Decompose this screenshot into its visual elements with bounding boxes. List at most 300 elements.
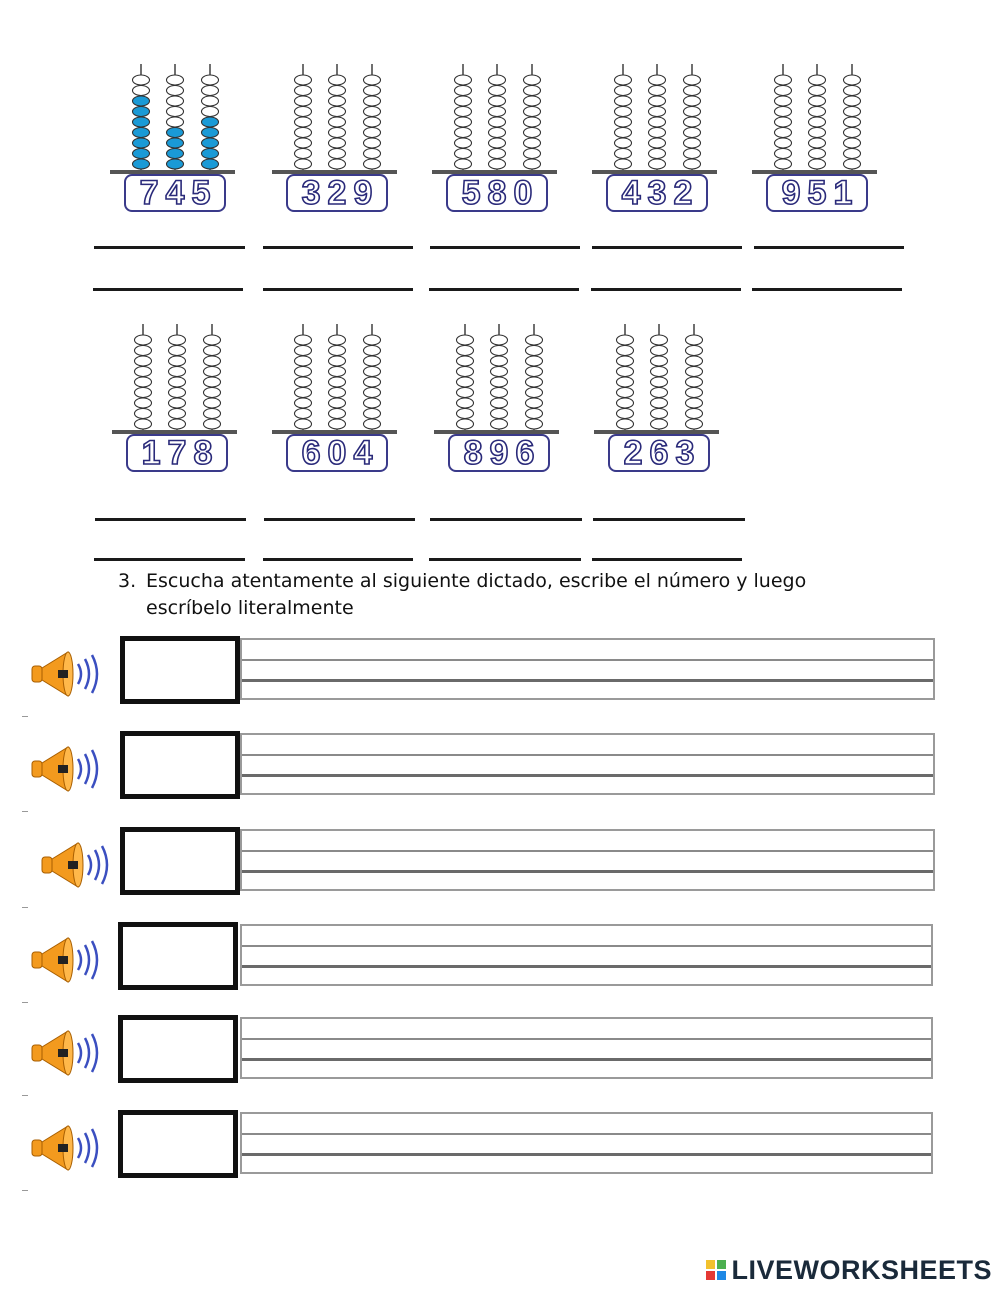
abacus-bead	[295, 86, 312, 96]
abacus-bead	[684, 159, 701, 169]
speaker-icon[interactable]	[28, 1118, 112, 1178]
abacus-bead	[133, 86, 150, 96]
liveworksheets-logo	[706, 1255, 992, 1286]
abacus-bead	[617, 335, 634, 345]
abacus-bead-counted	[167, 149, 184, 159]
abacus-bead	[135, 367, 152, 377]
answer-line[interactable]	[263, 558, 413, 561]
abacus-bead	[844, 149, 861, 159]
abacus-bead	[295, 107, 312, 117]
abacus-bead	[651, 367, 668, 377]
abacus-bead	[169, 367, 186, 377]
abacus-bead	[364, 107, 381, 117]
answer-line[interactable]	[94, 558, 245, 561]
answer-line[interactable]	[264, 518, 415, 521]
abacus-bead	[329, 96, 346, 106]
abacus-bead	[295, 346, 312, 356]
abacus-bead	[364, 117, 381, 127]
abacus-bead-counted	[133, 128, 150, 138]
abacus-bead	[617, 409, 634, 419]
abacus-card	[272, 62, 402, 222]
abacus-bead	[651, 409, 668, 419]
abacus-bead	[686, 346, 703, 356]
abacus-bead	[844, 117, 861, 127]
abacus-bead-counted	[202, 159, 219, 169]
dictation-row	[0, 636, 940, 706]
abacus-bead	[809, 107, 826, 117]
abacus-card	[272, 322, 402, 482]
abacus-bead-counted	[133, 117, 150, 127]
abacus-bead	[364, 86, 381, 96]
logo-mark-icon	[706, 1260, 728, 1282]
abacus-bead	[455, 107, 472, 117]
abacus-bead	[489, 107, 506, 117]
writing-guide-line	[242, 679, 933, 682]
abacus-bead	[775, 128, 792, 138]
abacus-bead	[135, 419, 152, 429]
abacus-bead	[329, 377, 346, 387]
writing-guide-line	[242, 870, 933, 873]
abacus-bead	[617, 419, 634, 429]
abacus-bead	[329, 419, 346, 429]
abacus-bead	[651, 377, 668, 387]
abacus-bead	[364, 346, 381, 356]
abacus-bead	[329, 149, 346, 159]
number-digit: 4	[621, 174, 641, 212]
number-answer-box[interactable]	[118, 1110, 238, 1178]
number-label	[608, 434, 710, 472]
abacus-bead	[809, 96, 826, 106]
abacus-bead	[135, 377, 152, 387]
abacus-bead	[457, 409, 474, 419]
number-label	[126, 434, 228, 472]
abacus-bead-counted	[133, 107, 150, 117]
abacus-bead	[202, 86, 219, 96]
abacus-graphic	[110, 62, 240, 174]
number-digit: 2	[673, 174, 693, 212]
speaker-icon[interactable]	[28, 644, 112, 704]
answer-line[interactable]	[592, 558, 742, 561]
abacus-bead	[491, 335, 508, 345]
abacus-bead	[489, 117, 506, 127]
abacus-bead	[524, 107, 541, 117]
writing-guide-line	[242, 850, 933, 852]
number-digit: 2	[623, 434, 643, 472]
abacus-bead	[364, 149, 381, 159]
answer-line[interactable]	[593, 518, 745, 521]
abacus-bead	[489, 128, 506, 138]
abacus-bead	[686, 398, 703, 408]
number-label	[606, 174, 708, 212]
margin-mark	[22, 1190, 28, 1191]
abacus-bead-counted	[133, 138, 150, 148]
abacus-bead	[491, 346, 508, 356]
abacus-bead	[775, 138, 792, 148]
abacus-bead	[649, 96, 666, 106]
abacus-bead	[457, 367, 474, 377]
abacus-bead	[169, 346, 186, 356]
abacus-bead	[686, 419, 703, 429]
abacus-graphic	[112, 322, 242, 434]
abacus-bead	[329, 356, 346, 366]
abacus-bead	[651, 335, 668, 345]
written-answer-field[interactable]	[240, 733, 935, 795]
abacus-bead-counted	[133, 149, 150, 159]
number-digit: 6	[649, 434, 669, 472]
abacus-bead	[615, 107, 632, 117]
writing-guide-line	[242, 659, 933, 661]
answer-line[interactable]	[752, 288, 902, 291]
number-digit: 8	[487, 174, 507, 212]
abacus-bead	[329, 409, 346, 419]
written-answer-field[interactable]	[240, 1017, 933, 1079]
abacus-bead	[526, 398, 543, 408]
abacus-bead	[809, 86, 826, 96]
abacus-bead	[809, 149, 826, 159]
abacus-bead	[649, 117, 666, 127]
margin-mark	[22, 716, 28, 717]
abacus-bead	[457, 398, 474, 408]
abacus-bead	[364, 159, 381, 169]
abacus-bead	[364, 388, 381, 398]
answer-line[interactable]	[429, 288, 579, 291]
abacus-bead	[295, 138, 312, 148]
abacus-graphic	[434, 322, 564, 434]
number-digit: 3	[301, 174, 321, 212]
abacus-bead	[615, 86, 632, 96]
number-answer-box[interactable]	[120, 731, 240, 799]
number-digit: 6	[301, 434, 321, 472]
abacus-bead	[775, 75, 792, 85]
abacus-bead	[364, 335, 381, 345]
abacus-bead	[617, 377, 634, 387]
number-answer-box[interactable]	[120, 636, 240, 704]
abacus-bead	[649, 138, 666, 148]
abacus-bead	[135, 409, 152, 419]
abacus-bead	[295, 398, 312, 408]
abacus-bead	[615, 159, 632, 169]
abacus-bead-counted	[202, 128, 219, 138]
abacus-bead	[489, 75, 506, 85]
abacus-bead	[169, 377, 186, 387]
abacus-bead	[615, 117, 632, 127]
abacus-bead	[329, 367, 346, 377]
writing-guide-line	[242, 1038, 931, 1040]
number-digit: 3	[647, 174, 667, 212]
abacus-bead	[526, 356, 543, 366]
abacus-bead	[364, 96, 381, 106]
number-answer-box[interactable]	[120, 827, 240, 895]
abacus-bead-counted	[167, 128, 184, 138]
abacus-bead	[167, 96, 184, 106]
number-digit: 4	[165, 174, 185, 212]
abacus-bead	[526, 346, 543, 356]
abacus-bead	[684, 149, 701, 159]
abacus-bead	[133, 75, 150, 85]
abacus-bead	[649, 149, 666, 159]
writing-guide-line	[242, 1133, 931, 1135]
abacus-bead	[775, 149, 792, 159]
abacus-bead-counted	[133, 96, 150, 106]
abacus-bead	[295, 75, 312, 85]
abacus-bead	[615, 96, 632, 106]
answer-line[interactable]	[592, 246, 742, 249]
abacus-bead	[775, 96, 792, 106]
writing-guide-line	[242, 754, 933, 756]
abacus-bead	[329, 388, 346, 398]
abacus-bead	[204, 377, 221, 387]
abacus-graphic	[272, 322, 402, 434]
abacus-bead	[775, 159, 792, 169]
abacus-bead	[651, 398, 668, 408]
writing-guide-line	[242, 945, 931, 947]
abacus-bead	[457, 377, 474, 387]
writing-guide-line	[242, 1153, 931, 1156]
answer-line[interactable]	[430, 518, 582, 521]
number-digit: 1	[833, 174, 853, 212]
abacus-bead	[457, 356, 474, 366]
abacus-bead	[204, 367, 221, 377]
abacus-card	[110, 62, 240, 222]
abacus-bead	[775, 107, 792, 117]
abacus-bead	[455, 159, 472, 169]
answer-line[interactable]	[754, 246, 904, 249]
number-digit: 5	[191, 174, 211, 212]
speaker-icon[interactable]	[28, 1023, 112, 1083]
abacus-bead	[455, 149, 472, 159]
writing-guide-line	[242, 1058, 931, 1061]
abacus-bead	[295, 367, 312, 377]
written-answer-field[interactable]	[240, 638, 935, 700]
abacus-bead	[364, 377, 381, 387]
abacus-bead	[329, 335, 346, 345]
abacus-bead	[526, 377, 543, 387]
abacus-bead	[686, 335, 703, 345]
abacus-bead	[617, 367, 634, 377]
abacus-bead	[526, 409, 543, 419]
number-digit: 0	[513, 174, 533, 212]
abacus-bead	[684, 117, 701, 127]
answer-line[interactable]	[94, 246, 245, 249]
abacus-bead	[295, 159, 312, 169]
abacus-bead	[524, 128, 541, 138]
abacus-bead	[169, 419, 186, 429]
abacus-bead	[295, 388, 312, 398]
abacus-bead	[489, 138, 506, 148]
number-label	[448, 434, 550, 472]
abacus-bead	[202, 107, 219, 117]
number-digit: 8	[463, 434, 483, 472]
dictation-row	[0, 1015, 940, 1085]
written-answer-field[interactable]	[240, 1112, 933, 1174]
abacus-bead	[329, 128, 346, 138]
abacus-bead	[204, 388, 221, 398]
abacus-bead	[295, 128, 312, 138]
abacus-bead	[686, 409, 703, 419]
abacus-bead	[167, 75, 184, 85]
abacus-card	[432, 62, 562, 222]
abacus-bead	[684, 75, 701, 85]
abacus-bead	[491, 398, 508, 408]
abacus-bead	[526, 335, 543, 345]
margin-mark	[22, 1095, 28, 1096]
instruction-line-1: Escucha atentamente al siguiente dictado, escribe el número y luego	[146, 570, 807, 592]
abacus-bead	[844, 159, 861, 169]
abacus-bead	[844, 128, 861, 138]
speaker-icon[interactable]	[28, 930, 112, 990]
margin-mark	[22, 1002, 28, 1003]
abacus-bead	[364, 409, 381, 419]
abacus-bead	[364, 128, 381, 138]
abacus-bead	[524, 138, 541, 148]
instruction-text	[118, 568, 878, 622]
number-digit: 1	[141, 434, 161, 472]
abacus-bead	[809, 128, 826, 138]
abacus-bead	[526, 388, 543, 398]
abacus-bead	[809, 117, 826, 127]
abacus-bead	[455, 86, 472, 96]
answer-line[interactable]	[430, 246, 580, 249]
abacus-bead	[135, 335, 152, 345]
abacus-bead	[684, 86, 701, 96]
abacus-bead	[844, 96, 861, 106]
answer-line[interactable]	[93, 288, 243, 291]
abacus-bead	[167, 86, 184, 96]
logo-text: LIVEWORKSHEETS	[731, 1255, 992, 1285]
abacus-bead	[649, 86, 666, 96]
speaker-icon[interactable]	[28, 739, 112, 799]
number-digit: 9	[353, 174, 373, 212]
abacus-bead	[617, 356, 634, 366]
abacus-bead	[455, 128, 472, 138]
answer-line[interactable]	[591, 288, 741, 291]
abacus-bead	[329, 75, 346, 85]
abacus-bead	[651, 356, 668, 366]
abacus-bead	[135, 356, 152, 366]
answer-line[interactable]	[95, 518, 246, 521]
number-answer-box[interactable]	[118, 1015, 238, 1083]
abacus-bead	[167, 117, 184, 127]
abacus-bead	[329, 138, 346, 148]
abacus-bead	[204, 398, 221, 408]
abacus-bead	[364, 367, 381, 377]
abacus-bead	[489, 149, 506, 159]
number-digit: 6	[515, 434, 535, 472]
abacus-bead	[491, 388, 508, 398]
abacus-bead	[684, 128, 701, 138]
abacus-bead	[169, 409, 186, 419]
abacus-card	[752, 62, 882, 222]
number-digit: 5	[807, 174, 827, 212]
abacus-bead	[204, 335, 221, 345]
abacus-bead	[364, 356, 381, 366]
number-label	[446, 174, 548, 212]
abacus-bead	[489, 159, 506, 169]
abacus-graphic	[432, 62, 562, 174]
written-answer-field[interactable]	[240, 829, 935, 891]
abacus-bead	[844, 138, 861, 148]
abacus-bead	[686, 388, 703, 398]
answer-line[interactable]	[263, 246, 413, 249]
abacus-bead-counted	[133, 159, 150, 169]
abacus-bead	[169, 335, 186, 345]
abacus-bead	[684, 96, 701, 106]
abacus-bead	[617, 346, 634, 356]
speaker-icon[interactable]	[38, 835, 122, 895]
abacus-bead	[524, 117, 541, 127]
abacus-bead	[455, 75, 472, 85]
abacus-bead	[135, 388, 152, 398]
abacus-bead	[457, 335, 474, 345]
number-digit: 7	[167, 434, 187, 472]
written-answer-field[interactable]	[240, 924, 933, 986]
abacus-bead	[295, 335, 312, 345]
number-label	[766, 174, 868, 212]
abacus-card	[434, 322, 564, 482]
abacus-bead	[649, 128, 666, 138]
abacus-bead	[684, 107, 701, 117]
abacus-bead	[202, 96, 219, 106]
abacus-bead	[295, 419, 312, 429]
abacus-graphic	[752, 62, 882, 174]
abacus-bead	[809, 138, 826, 148]
margin-mark	[22, 907, 28, 908]
abacus-bead	[615, 75, 632, 85]
abacus-bead	[135, 398, 152, 408]
abacus-bead	[329, 159, 346, 169]
answer-line[interactable]	[429, 558, 581, 561]
abacus-bead	[649, 75, 666, 85]
abacus-bead	[491, 419, 508, 429]
abacus-bead-counted	[202, 117, 219, 127]
abacus-bead	[295, 356, 312, 366]
answer-line[interactable]	[263, 288, 413, 291]
abacus-card	[112, 322, 242, 482]
abacus-bead	[169, 356, 186, 366]
abacus-bead	[775, 117, 792, 127]
abacus-bead	[169, 398, 186, 408]
abacus-bead	[457, 419, 474, 429]
abacus-bead	[329, 346, 346, 356]
abacus-graphic	[592, 62, 722, 174]
abacus-bead	[617, 398, 634, 408]
abacus-bead	[202, 75, 219, 85]
number-label	[286, 434, 388, 472]
abacus-bead	[491, 356, 508, 366]
number-answer-box[interactable]	[118, 922, 238, 990]
abacus-bead	[455, 117, 472, 127]
abacus-bead	[524, 75, 541, 85]
number-digit: 3	[675, 434, 695, 472]
abacus-bead-counted	[167, 159, 184, 169]
abacus-bead	[649, 107, 666, 117]
dictation-row	[0, 1110, 940, 1180]
abacus-bead-counted	[202, 138, 219, 148]
abacus-bead	[775, 86, 792, 96]
number-digit: 7	[139, 174, 159, 212]
abacus-bead	[615, 138, 632, 148]
abacus-bead	[295, 149, 312, 159]
abacus-bead	[526, 419, 543, 429]
number-digit: 2	[327, 174, 347, 212]
abacus-bead	[329, 117, 346, 127]
number-label	[286, 174, 388, 212]
number-digit: 9	[781, 174, 801, 212]
abacus-bead	[651, 346, 668, 356]
abacus-bead	[615, 149, 632, 159]
number-digit: 0	[327, 434, 347, 472]
abacus-bead	[524, 86, 541, 96]
